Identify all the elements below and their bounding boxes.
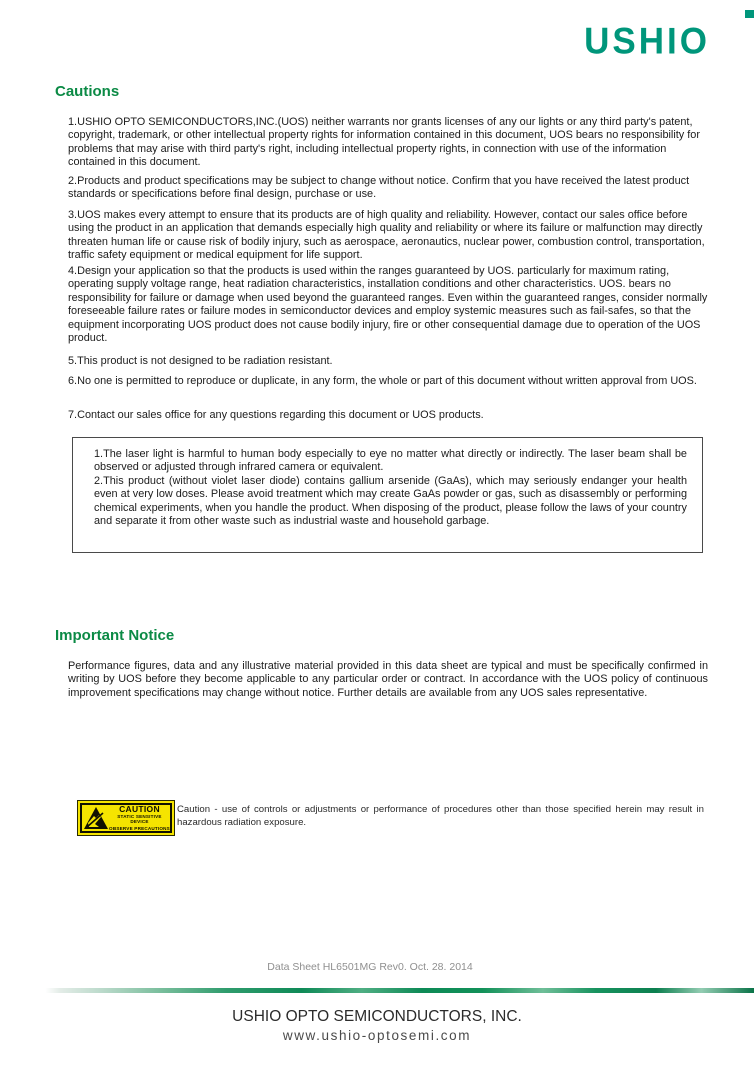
caution-item-2: 2.Products and product specifications may be subject to change without notice. Confirm that you have received the latest product standards or specifications before final design, purchase or use. — [68, 175, 690, 201]
esd-label-line1: STATIC SENSITIVE DEVICE — [117, 814, 162, 824]
caution-item-5: 5.This product is not designed to be radiation resistant. — [68, 355, 333, 367]
warning-box-item-1: 1.The laser light is harmful to human body especially to eye no matter what directly or indirectly. The laser beam shall be observed or adjusted through infrared camera or equivalent. — [94, 448, 687, 474]
caution-item-6: 6.No one is permitted to reproduce or duplicate, in any form, the whole or part of this document without written approval from UOS. — [68, 375, 697, 387]
esd-label-line2: OBSERVE PRECAUTIONS — [109, 825, 170, 831]
laser-warning-box — [72, 437, 703, 553]
caution-item-3: 3.UOS makes every attempt to ensure that its products are of high quality and reliability. However, contact our sales office before using the product in an application that demands especially high quality and reliability or where its failure or malfunction may directly threaten human life or cause risk of bodily injury, such as aerospace, aeronautics, nuclear power, combustion control, transportation, traffic safety equipment or medical equipment for life support. — [68, 209, 705, 262]
important-notice-body: Performance figures, data and any illustrative material provided in this data sheet are typical and must be specifically confirmed in writing by UOS before they become applicable to any particular order or contract. In accordance with the UOS policy of continuous improvement specifications may change without notice. Further details are available from any UOS sales representative. — [68, 660, 708, 699]
footer-company-name: USHIO OPTO SEMICONDUCTORS, INC. — [232, 1008, 522, 1025]
radiation-caution-text: Caution - use of controls or adjustments or performance of procedures other than those specified herein may result in hazardous radiation exposure. — [177, 804, 704, 828]
ushio-logo: USHIO — [584, 21, 710, 62]
cautions-heading: Cautions — [55, 83, 120, 100]
caution-item-7: 7.Contact our sales office for any questions regarding this document or UOS products. — [68, 409, 484, 421]
caution-item-4: 4.Design your application so that the products is used within the ranges guaranteed by UOS. particularly for maximum rating, operating supply voltage range, heat radiation characteristics, installation conditions and other characteristics. UOS. bears no responsibility for failure or damage when used beyond the guaranteed ranges. Even within the guaranteed ranges, consider normally foreseeable failure rates or failure modes in semiconductor devices and employ systemic measures such as fail-safes, so that the equipment incorporating UOS product does not cause bodily injury, fire or other consequential damage due to operation of the UOS product. — [68, 265, 708, 345]
footer-website: www.ushio-optosemi.com — [282, 1028, 472, 1043]
important-notice-heading: Important Notice — [55, 627, 175, 644]
esd-label-text — [109, 805, 170, 831]
warning-box-item-2: 2.This product (without violet laser diode) contains gallium arsenide (GaAs), which may seriously endanger your health even at very low doses. Please avoid treatment which may create GaAs powder or gas, such as disassembly or performing chemical experiments, when you handle the product. When disposing of the product, please follow the laws of your country and separate it from other waste such as industrial waste and household garbage. — [94, 474, 687, 528]
caution-item-1: 1.USHIO OPTO SEMICONDUCTORS,INC.(UOS) neither warrants nor grants licenses of any our lights or any third party's patent, copyright, trademark, or other intellectual property rights for information contained in this document, UOS bears no responsibility for problems that may arise with third party's right, including intellectual property rights, in connection with use of the information contained in this document. — [68, 116, 700, 169]
page-edge-mark — [745, 10, 754, 18]
esd-label-title: CAUTION — [119, 803, 160, 814]
datasheet-reference: Data Sheet HL6501MG Rev0. Oct. 28. 2014 — [267, 961, 473, 973]
footer-green-bar — [0, 988, 754, 993]
esd-static-sensitive-icon — [83, 806, 109, 830]
esd-caution-label-inner — [80, 803, 172, 833]
esd-caution-label — [77, 800, 175, 836]
